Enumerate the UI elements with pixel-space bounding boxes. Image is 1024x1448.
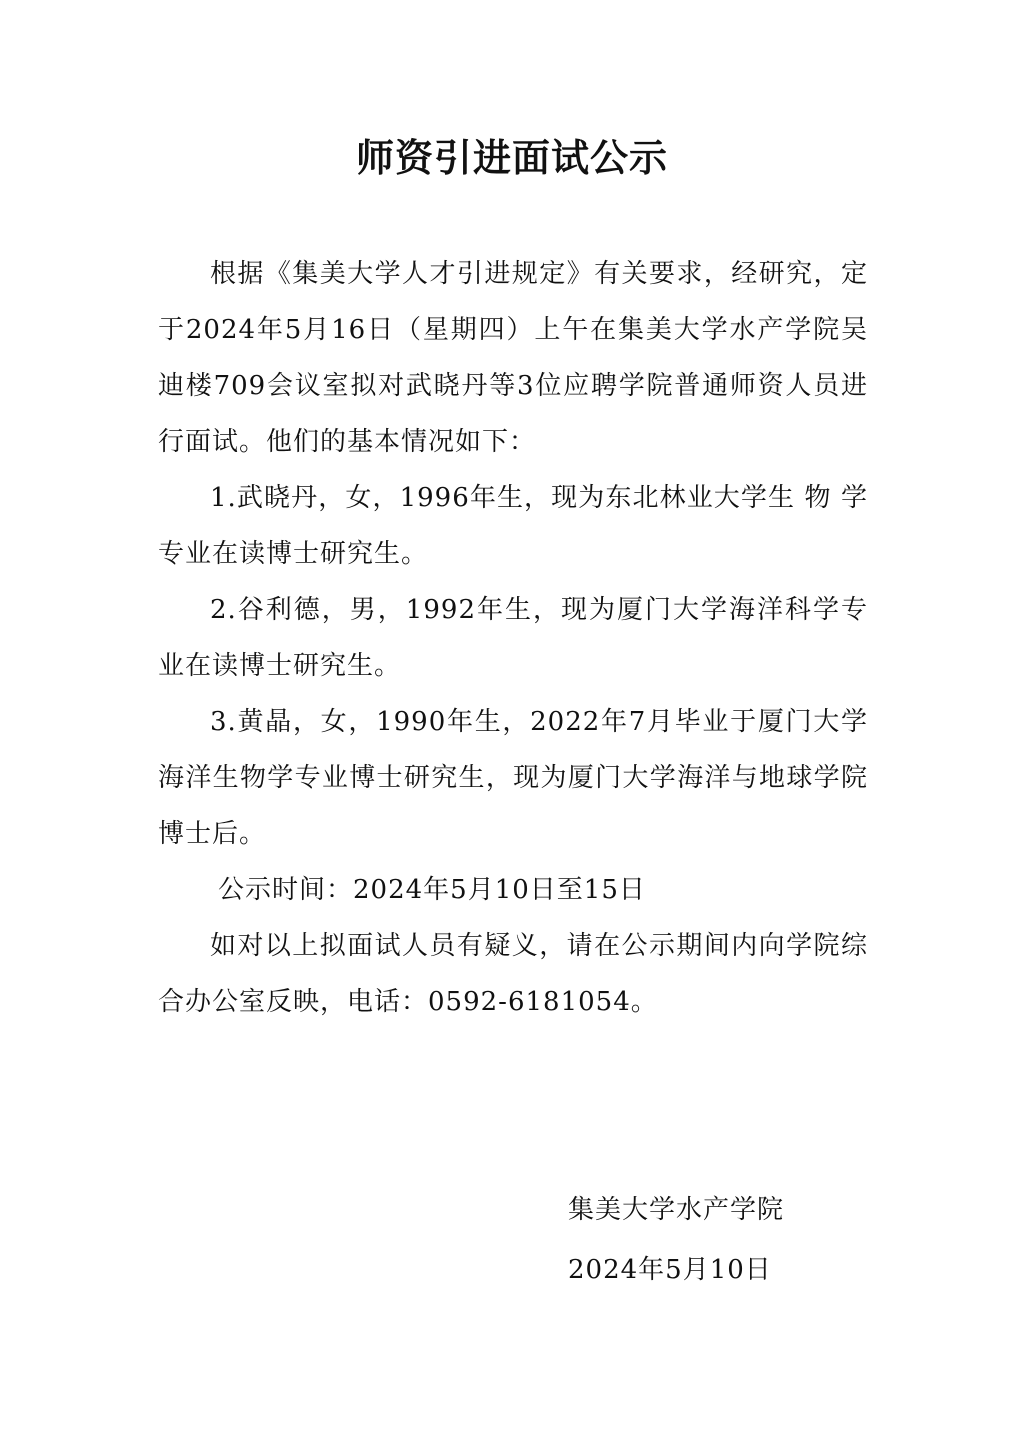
intro-paragraph: 根据《集美大学人才引进规定》有关要求，经研究，定于2024年5月16日（星期四）上午在集美大学水产学院吴迪楼709会议室拟对武晓丹等3位应聘学院普通师资人员进行面试。他们的基本情况如下： (158, 259, 868, 457)
page-title: 师资引进面试公示 (355, 135, 668, 180)
candidate-item-3: 3.黄晶，女，1990年生，2022年7月毕业于厦门大学海洋生物学专业博士研究生，现为厦门大学海洋与地球学院博士后。 (158, 707, 868, 849)
notice-body (158, 246, 868, 1030)
candidate-item-2: 2.谷利德，男，1992年生，现为厦门大学海洋科学专业在读博士研究生。 (158, 595, 868, 681)
contact-paragraph: 如对以上拟面试人员有疑义，请在公示期间内向学院综合办公室反映，电话：0592-6181054。 (158, 931, 868, 1017)
notice-period-text: 公示时间：2024年5月10日至15日 (218, 875, 646, 905)
signature-organization: 集美大学水产学院 (568, 1195, 785, 1225)
candidate-item-1: 1.武晓丹，女，1996年生，现为东北林业大学生 物 学专业在读博士研究生。 (158, 483, 868, 569)
signature-block (568, 1180, 784, 1300)
signature-date: 2024年5月10日 (568, 1255, 772, 1285)
